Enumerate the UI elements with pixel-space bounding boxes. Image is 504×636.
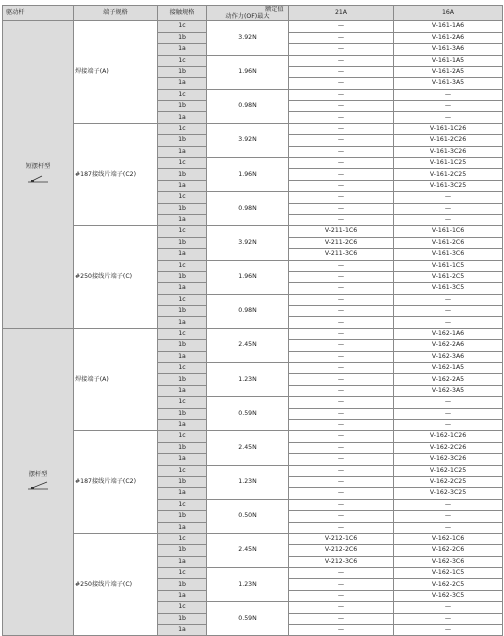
model-21a-cell: — bbox=[289, 397, 394, 408]
model-16a-cell: V-162-1C25 bbox=[394, 465, 503, 476]
contact-cell: 1c bbox=[158, 397, 207, 408]
contact-cell: 1b bbox=[158, 476, 207, 487]
contact-cell: 1b bbox=[158, 32, 207, 43]
terminal-cell: #250接线片端子(C) bbox=[74, 533, 158, 636]
header-21a: 21A bbox=[289, 6, 394, 21]
model-16a-cell: — bbox=[394, 317, 503, 328]
model-21a-cell: — bbox=[289, 385, 394, 396]
model-21a-cell: — bbox=[289, 351, 394, 362]
model-21a-cell: — bbox=[289, 169, 394, 180]
contact-cell: 1c bbox=[158, 158, 207, 169]
model-16a-cell: V-162-1C6 bbox=[394, 533, 503, 544]
model-16a-cell: V-162-2A5 bbox=[394, 374, 503, 385]
model-21a-cell: — bbox=[289, 522, 394, 533]
contact-cell: 1a bbox=[158, 249, 207, 260]
force-cell: 1.96N bbox=[207, 260, 289, 294]
model-16a-cell: — bbox=[394, 89, 503, 100]
force-cell: 0.50N bbox=[207, 499, 289, 533]
terminal-cell: 焊接端子(A) bbox=[74, 328, 158, 431]
force-cell: 3.92N bbox=[207, 226, 289, 260]
model-21a-cell: — bbox=[289, 568, 394, 579]
model-16a-cell: V-161-1A5 bbox=[394, 55, 503, 66]
model-21a-cell: — bbox=[289, 602, 394, 613]
force-cell: 1.96N bbox=[207, 55, 289, 89]
model-16a-cell: V-161-2C25 bbox=[394, 169, 503, 180]
contact-cell: 1b bbox=[158, 271, 207, 282]
model-16a-cell: V-162-2A6 bbox=[394, 340, 503, 351]
contact-cell: 1c bbox=[158, 602, 207, 613]
header-actuator: 驱动杆 bbox=[3, 6, 74, 21]
force-cell: 0.59N bbox=[207, 397, 289, 431]
model-21a-cell: — bbox=[289, 625, 394, 636]
model-21a-cell: — bbox=[289, 135, 394, 146]
contact-cell: 1c bbox=[158, 568, 207, 579]
model-21a-cell: — bbox=[289, 78, 394, 89]
model-16a-cell: — bbox=[394, 613, 503, 624]
model-16a-cell: V-162-2C25 bbox=[394, 476, 503, 487]
header-force-label: 动作力(OF)最大 bbox=[225, 13, 270, 21]
model-21a-cell: — bbox=[289, 328, 394, 339]
force-cell: 0.98N bbox=[207, 89, 289, 123]
contact-cell: 1b bbox=[158, 135, 207, 146]
model-21a-cell: — bbox=[289, 374, 394, 385]
force-cell: 1.23N bbox=[207, 363, 289, 397]
model-21a-cell: — bbox=[289, 317, 394, 328]
model-16a-cell: V-162-2C6 bbox=[394, 545, 503, 556]
header-rated-title: 额定值 bbox=[265, 6, 284, 13]
model-16a-cell: V-162-3C5 bbox=[394, 590, 503, 601]
force-cell: 2.45N bbox=[207, 328, 289, 362]
table-row bbox=[3, 226, 503, 237]
model-21a-cell: — bbox=[289, 306, 394, 317]
actuator-cell bbox=[3, 21, 74, 329]
contact-cell: 1c bbox=[158, 55, 207, 66]
model-21a-cell: — bbox=[289, 44, 394, 55]
model-16a-cell: — bbox=[394, 112, 503, 123]
model-16a-cell: V-161-2C6 bbox=[394, 237, 503, 248]
model-21a-cell: V-211-1C6 bbox=[289, 226, 394, 237]
contact-cell: 1b bbox=[158, 169, 207, 180]
model-21a-cell: — bbox=[289, 55, 394, 66]
model-21a-cell: V-212-1C6 bbox=[289, 533, 394, 544]
table-header-row bbox=[3, 6, 503, 21]
contact-cell: 1b bbox=[158, 374, 207, 385]
model-16a-cell: V-161-2C5 bbox=[394, 271, 503, 282]
model-16a-cell: — bbox=[394, 522, 503, 533]
contact-cell: 1b bbox=[158, 306, 207, 317]
model-21a-cell: V-212-3C6 bbox=[289, 556, 394, 567]
terminal-cell: #187接线片端子(C2) bbox=[74, 123, 158, 226]
contact-cell: 1a bbox=[158, 146, 207, 157]
model-16a-cell: V-162-3C25 bbox=[394, 488, 503, 499]
model-21a-cell: — bbox=[289, 465, 394, 476]
contact-cell: 1b bbox=[158, 101, 207, 112]
contact-cell: 1a bbox=[158, 317, 207, 328]
contact-cell: 1a bbox=[158, 283, 207, 294]
model-16a-cell: V-161-1C5 bbox=[394, 260, 503, 271]
model-16a-cell: — bbox=[394, 101, 503, 112]
model-16a-cell: V-161-3C26 bbox=[394, 146, 503, 157]
contact-cell: 1a bbox=[158, 351, 207, 362]
force-cell: 0.98N bbox=[207, 192, 289, 226]
model-21a-cell: — bbox=[289, 613, 394, 624]
contact-cell: 1b bbox=[158, 511, 207, 522]
model-21a-cell: — bbox=[289, 21, 394, 32]
table-row bbox=[3, 21, 503, 32]
header-16a: 16A bbox=[394, 6, 503, 21]
contact-cell: 1b bbox=[158, 613, 207, 624]
contact-cell: 1a bbox=[158, 488, 207, 499]
hinge-lever-icon bbox=[27, 481, 49, 492]
contact-cell: 1a bbox=[158, 420, 207, 431]
model-16a-cell: V-161-3A5 bbox=[394, 78, 503, 89]
model-16a-cell: V-161-2C26 bbox=[394, 135, 503, 146]
model-16a-cell: — bbox=[394, 294, 503, 305]
force-cell: 1.96N bbox=[207, 158, 289, 192]
force-cell: 2.45N bbox=[207, 431, 289, 465]
contact-cell: 1b bbox=[158, 66, 207, 77]
model-16a-cell: V-162-3C6 bbox=[394, 556, 503, 567]
model-selection-table bbox=[2, 5, 503, 636]
model-16a-cell: — bbox=[394, 192, 503, 203]
model-21a-cell: — bbox=[289, 454, 394, 465]
model-16a-cell: V-162-3A5 bbox=[394, 385, 503, 396]
model-16a-cell: — bbox=[394, 203, 503, 214]
contact-cell: 1c bbox=[158, 123, 207, 134]
table-row bbox=[3, 123, 503, 134]
model-16a-cell: — bbox=[394, 511, 503, 522]
model-21a-cell: — bbox=[289, 146, 394, 157]
contact-cell: 1c bbox=[158, 226, 207, 237]
model-16a-cell: V-162-1A6 bbox=[394, 328, 503, 339]
model-16a-cell: — bbox=[394, 602, 503, 613]
contact-cell: 1a bbox=[158, 590, 207, 601]
contact-cell: 1c bbox=[158, 294, 207, 305]
model-21a-cell: — bbox=[289, 66, 394, 77]
table-row bbox=[3, 431, 503, 442]
model-21a-cell: — bbox=[289, 340, 394, 351]
force-cell: 0.59N bbox=[207, 602, 289, 636]
model-21a-cell: — bbox=[289, 488, 394, 499]
header-force bbox=[207, 6, 289, 21]
force-cell: 1.23N bbox=[207, 568, 289, 602]
force-cell: 3.92N bbox=[207, 123, 289, 157]
contact-cell: 1c bbox=[158, 89, 207, 100]
contact-cell: 1b bbox=[158, 237, 207, 248]
contact-cell: 1a bbox=[158, 78, 207, 89]
model-16a-cell: — bbox=[394, 214, 503, 225]
model-21a-cell: — bbox=[289, 590, 394, 601]
contact-cell: 1b bbox=[158, 203, 207, 214]
model-16a-cell: V-161-3C25 bbox=[394, 180, 503, 191]
contact-cell: 1c bbox=[158, 328, 207, 339]
table-row bbox=[3, 328, 503, 339]
model-16a-cell: V-162-1C26 bbox=[394, 431, 503, 442]
model-21a-cell: — bbox=[289, 32, 394, 43]
table-body bbox=[3, 21, 503, 636]
contact-cell: 1a bbox=[158, 625, 207, 636]
actuator-cell bbox=[3, 328, 74, 636]
contact-cell: 1a bbox=[158, 556, 207, 567]
contact-cell: 1c bbox=[158, 21, 207, 32]
actuator-label: 短摆杆型 bbox=[25, 163, 51, 171]
contact-cell: 1c bbox=[158, 465, 207, 476]
model-16a-cell: — bbox=[394, 306, 503, 317]
model-21a-cell: — bbox=[289, 499, 394, 510]
force-cell: 0.98N bbox=[207, 294, 289, 328]
contact-cell: 1a bbox=[158, 112, 207, 123]
model-16a-cell: V-162-2C26 bbox=[394, 442, 503, 453]
contact-cell: 1b bbox=[158, 408, 207, 419]
model-16a-cell: V-161-2A6 bbox=[394, 32, 503, 43]
model-21a-cell: V-212-2C6 bbox=[289, 545, 394, 556]
model-21a-cell: — bbox=[289, 579, 394, 590]
model-21a-cell: — bbox=[289, 89, 394, 100]
short-hinge-lever-icon bbox=[27, 174, 49, 185]
terminal-cell: #250接线片端子(C) bbox=[74, 226, 158, 329]
model-16a-cell: V-161-3C6 bbox=[394, 249, 503, 260]
model-21a-cell: — bbox=[289, 214, 394, 225]
contact-cell: 1c bbox=[158, 533, 207, 544]
table-row bbox=[3, 533, 503, 544]
model-21a-cell: — bbox=[289, 271, 394, 282]
model-21a-cell: — bbox=[289, 476, 394, 487]
model-16a-cell: V-161-3A6 bbox=[394, 44, 503, 55]
model-21a-cell: — bbox=[289, 112, 394, 123]
contact-cell: 1a bbox=[158, 522, 207, 533]
model-21a-cell: — bbox=[289, 192, 394, 203]
contact-cell: 1a bbox=[158, 385, 207, 396]
model-16a-cell: V-162-1C5 bbox=[394, 568, 503, 579]
model-21a-cell: — bbox=[289, 203, 394, 214]
header-terminal: 端子规格 bbox=[74, 6, 158, 21]
contact-cell: 1b bbox=[158, 545, 207, 556]
model-21a-cell: — bbox=[289, 408, 394, 419]
contact-cell: 1c bbox=[158, 260, 207, 271]
contact-cell: 1c bbox=[158, 499, 207, 510]
model-21a-cell: — bbox=[289, 294, 394, 305]
model-16a-cell: V-161-2A5 bbox=[394, 66, 503, 77]
model-16a-cell: — bbox=[394, 625, 503, 636]
model-16a-cell: — bbox=[394, 499, 503, 510]
model-21a-cell: — bbox=[289, 101, 394, 112]
contact-cell: 1b bbox=[158, 442, 207, 453]
model-16a-cell: V-161-1A6 bbox=[394, 21, 503, 32]
model-16a-cell: — bbox=[394, 397, 503, 408]
terminal-cell: 焊接端子(A) bbox=[74, 21, 158, 124]
contact-cell: 1c bbox=[158, 192, 207, 203]
model-16a-cell: V-161-1C25 bbox=[394, 158, 503, 169]
actuator-label: 摆杆型 bbox=[28, 470, 48, 478]
contact-cell: 1a bbox=[158, 214, 207, 225]
force-cell: 3.92N bbox=[207, 21, 289, 55]
force-cell: 2.45N bbox=[207, 533, 289, 567]
header-contact: 接触规格 bbox=[158, 6, 207, 21]
model-16a-cell: — bbox=[394, 420, 503, 431]
contact-cell: 1b bbox=[158, 579, 207, 590]
model-21a-cell: — bbox=[289, 431, 394, 442]
model-21a-cell: — bbox=[289, 180, 394, 191]
contact-cell: 1a bbox=[158, 44, 207, 55]
model-21a-cell: — bbox=[289, 442, 394, 453]
force-cell: 1.23N bbox=[207, 465, 289, 499]
terminal-cell: #187接线片端子(C2) bbox=[74, 431, 158, 534]
model-16a-cell: V-162-3A6 bbox=[394, 351, 503, 362]
model-21a-cell: — bbox=[289, 283, 394, 294]
contact-cell: 1c bbox=[158, 363, 207, 374]
model-16a-cell: V-161-1C26 bbox=[394, 123, 503, 134]
model-21a-cell: — bbox=[289, 363, 394, 374]
contact-cell: 1b bbox=[158, 340, 207, 351]
model-21a-cell: — bbox=[289, 158, 394, 169]
contact-cell: 1a bbox=[158, 180, 207, 191]
model-21a-cell: V-211-2C6 bbox=[289, 237, 394, 248]
contact-cell: 1c bbox=[158, 431, 207, 442]
model-21a-cell: V-211-3C6 bbox=[289, 249, 394, 260]
model-16a-cell: V-162-3C26 bbox=[394, 454, 503, 465]
model-21a-cell: — bbox=[289, 420, 394, 431]
model-16a-cell: V-161-3C5 bbox=[394, 283, 503, 294]
model-21a-cell: — bbox=[289, 511, 394, 522]
model-16a-cell: V-162-1A5 bbox=[394, 363, 503, 374]
contact-cell: 1a bbox=[158, 454, 207, 465]
model-16a-cell: V-162-2C5 bbox=[394, 579, 503, 590]
model-16a-cell: — bbox=[394, 408, 503, 419]
model-16a-cell: V-161-1C6 bbox=[394, 226, 503, 237]
model-21a-cell: — bbox=[289, 123, 394, 134]
model-21a-cell: — bbox=[289, 260, 394, 271]
